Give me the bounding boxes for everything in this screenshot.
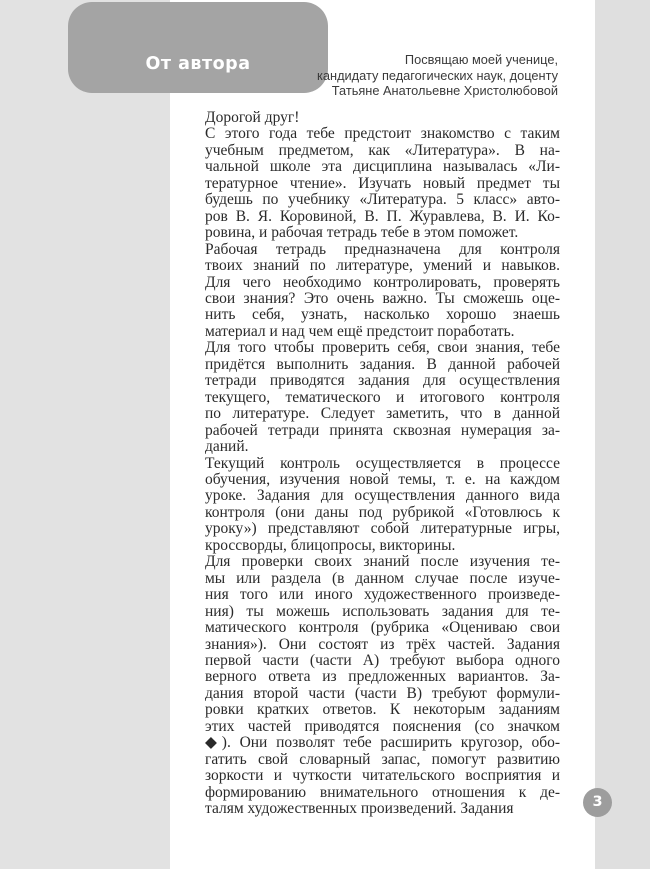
body-text-line: талям художественных произведений. Задания <box>205 800 514 818</box>
body-text <box>205 110 560 817</box>
body-text-line: Текущий контроль осуществляется в процессе <box>205 454 560 472</box>
dedication <box>317 52 558 99</box>
body-text-line: по литературе. Следует заметить, что в данной <box>205 405 560 423</box>
body-text-line: придётся выполнить задания. В данной рабочей <box>205 355 560 373</box>
body-text-line: ния того или иного художественного произведе- <box>205 586 560 604</box>
body-text-line: Рабочая тетрадь предназначена для контроля <box>205 240 560 258</box>
body-text-line: нить себя, узнать, насколько хорошо знаешь <box>205 306 560 324</box>
body-text-line: материал и над чем ещё предстоит поработать. <box>205 322 515 340</box>
body-text-line: учебным предметом, как «Литература». В на- <box>205 141 560 159</box>
body-text-line: свои знания? Это очень важно. Ты сможешь оце- <box>205 289 560 307</box>
section-tab-label: От автора <box>145 54 251 74</box>
body-text-line: гатить свой словарный запас, помогут развитию <box>205 750 560 768</box>
body-text-line: уроку») представляют собой литературные игры, <box>205 520 560 538</box>
body-text-line: Для проверки своих знаний после изучения те- <box>205 553 560 571</box>
body-text-line: ния) ты можешь использовать задания для те- <box>205 602 560 620</box>
body-text-line: первой части (части А) требуют выбора одного <box>205 651 560 669</box>
body-text-line: ◆). Они позволят тебе расширить кругозор, обо- <box>205 734 560 752</box>
body-text-line: ровки кратких ответов. К некоторым заданиям <box>205 701 560 719</box>
body-text-line: знания»). Они состоят из трёх частей. Задания <box>205 635 560 653</box>
body-text-line: матического контроля (рубрика «Оцениваю свои <box>205 619 560 637</box>
body-text-line: чальной школе эта дисциплина называлась «Ли- <box>205 158 560 176</box>
body-text-line: обучения, изучения новой темы, т. е. на каждом <box>205 470 560 488</box>
body-text-line: дания второй части (части В) требуют формули- <box>205 684 560 702</box>
body-text-line: ров В. Я. Коровиной, В. П. Журавлева, В. И. Ко- <box>205 207 560 225</box>
dedication-line: кандидату педагогических наук, доценту <box>317 67 558 83</box>
left-margin <box>0 0 170 869</box>
dedication-line: Посвящаю моей ученице, <box>404 52 558 67</box>
body-text-line: мы или раздела (в данном случае после изуче- <box>205 569 560 587</box>
body-text-line: даний. <box>205 438 249 456</box>
body-text-line: текущего, тематического и итогового контроля <box>205 388 560 406</box>
body-text-line: Дорогой друг! <box>205 109 300 126</box>
body-text-line: зоркости и чуткости читательского восприятия и <box>205 767 560 785</box>
body-text-line: тературное чтение». Изучать новый предмет ты <box>205 174 560 192</box>
body-text-line: Для чего необходимо контролировать, проверять <box>205 273 560 291</box>
body-text-line: твоих знаний по литературе, умений и навыков. <box>205 257 560 275</box>
body-text-line: формированию внимательного отношения к де- <box>205 783 560 801</box>
body-text-line: рабочей тетради принята сквозная нумерация за- <box>205 421 560 439</box>
body-text-line: кроссворды, блицопросы, викторины. <box>205 536 456 554</box>
body-text-line: ровина, и рабочая тетрадь тебе в этом поможет. <box>205 224 519 242</box>
body-text-line: этих частей приводятся пояснения (со значком <box>205 717 560 735</box>
page-number-badge <box>583 788 612 817</box>
body-text-line: тетради приводятся задания для осуществления <box>205 372 560 390</box>
body-text-line: контроля (они даны под рубрикой «Готовлюсь к <box>205 503 560 521</box>
dedication-line: Татьяне Анатольевне Христолюбовой <box>331 83 558 99</box>
page-number: 3 <box>592 794 603 810</box>
body-text-line: уроке. Задания для осуществления данного вида <box>205 487 560 505</box>
body-text-line: Для того чтобы проверить себя, свои знания, тебе <box>205 339 560 357</box>
body-text-line: будешь по учебнику «Литература. 5 класс» авто- <box>205 191 560 209</box>
section-tab <box>68 2 328 93</box>
body-text-line: С этого года тебе предстоит знакомство с таким <box>205 125 560 143</box>
right-margin <box>595 0 650 869</box>
body-text-line: верного ответа из предложенных вариантов. За- <box>205 668 560 686</box>
